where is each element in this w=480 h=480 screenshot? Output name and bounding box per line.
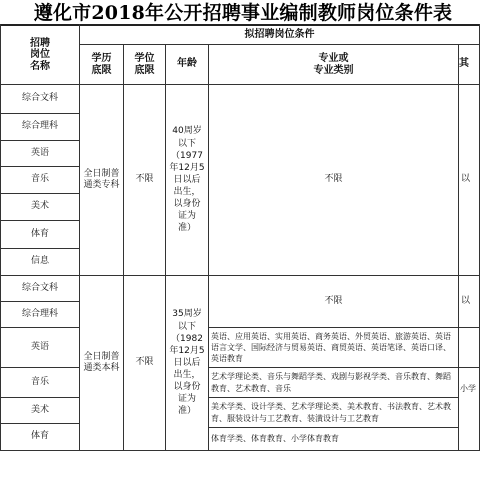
other-partial-cell: 以 — [461, 295, 471, 306]
post-name-cell: 英语 — [30, 341, 49, 352]
post-name-cell: 美术 — [30, 201, 49, 212]
header-other-partial — [459, 45, 479, 84]
header-education: 学历 底限 — [91, 53, 112, 76]
page-title: 遵化市2018年公开招聘事业编制教师岗位条件表 — [33, 2, 453, 24]
table-bottom-border — [0, 450, 480, 451]
education-cell: 全日制普 通类本科 — [83, 351, 120, 373]
other-partial-cell: 小学 — [460, 384, 476, 393]
post-name-cell: 综合文科 — [21, 93, 58, 104]
other-partial-cell: 以 — [461, 174, 471, 185]
major-cell-pe: 体育学类、体育教育、小学体育教育 — [211, 434, 339, 444]
post-name-cell: 综合理科 — [21, 121, 58, 132]
header-conditions: 拟招聘岗位条件 — [244, 28, 315, 40]
post-name-cell: 综合理科 — [21, 308, 58, 319]
major-cell-music: 艺术学理论类、音乐与舞蹈学类、戏剧与影视学类、音乐教育、舞蹈教育、艺术教育、音乐 — [211, 372, 451, 393]
post-name-cell: 综合文科 — [21, 282, 58, 293]
education-cell: 全日制普 通类专科 — [83, 168, 120, 190]
post-name-cell: 体育 — [30, 431, 49, 442]
header-other-label: 其 — [459, 58, 469, 70]
post-name-cell: 音乐 — [30, 376, 49, 387]
post-name-cell: 英语 — [30, 147, 49, 158]
degree-cell: 不限 — [135, 174, 154, 185]
major-cell: 不限 — [324, 295, 343, 306]
header-major: 专业或 专业类别 — [313, 53, 354, 76]
major-cell-art: 美术学类、设计学类、艺术学理论类、美术教育、书法教育、艺术教育、服装设计与工艺教育、装潢设计与工艺教育 — [211, 402, 451, 423]
major-cell-english: 英语、应用英语、实用英语、商务英语、外贸英语、旅游英语、英语语言文学、国际经济与贸易英语、商贸英语、英语笔译、英语口译、英语教育 — [211, 331, 451, 364]
post-name-cell: 体育 — [30, 228, 49, 239]
age-cell: 35周岁 以下 （1982 年12月5 日以后 出生， 以身份 证为 准） — [169, 309, 205, 417]
age-cell: 40周岁 以下 （1977 年12月5 日以后 出生， 以身份 证为 准） — [169, 126, 205, 234]
post-name-cell: 美术 — [30, 404, 49, 415]
post-name-cell: 信息 — [30, 256, 49, 267]
post-name-cell: 音乐 — [30, 174, 49, 185]
major-cell: 不限 — [324, 174, 343, 185]
header-age: 年龄 — [177, 58, 197, 70]
degree-cell: 不限 — [135, 357, 154, 368]
header-post-name: 招聘 岗位 名称 — [30, 37, 50, 72]
header-degree: 学位 底限 — [134, 53, 155, 76]
